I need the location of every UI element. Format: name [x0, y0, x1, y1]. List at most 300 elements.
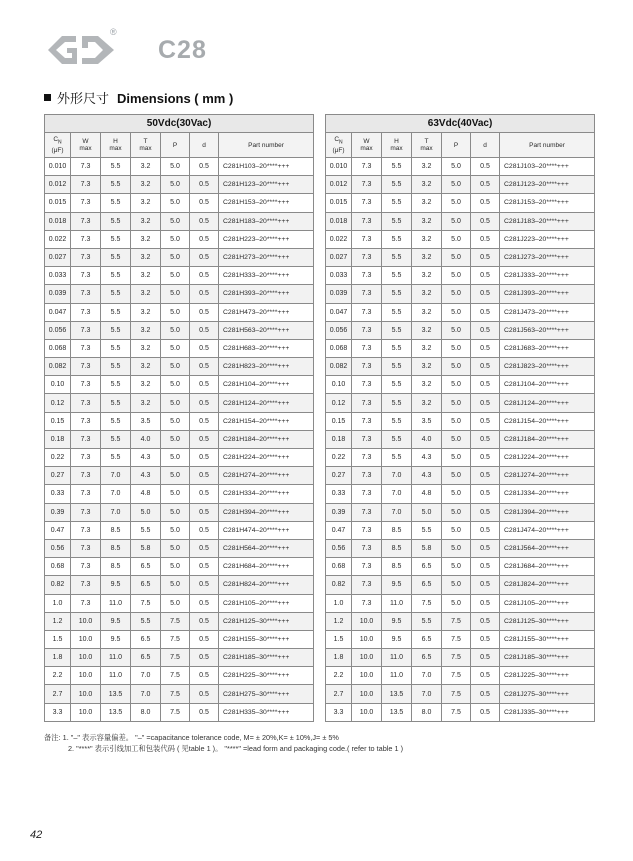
cell-t: 3.2	[412, 285, 442, 303]
cell-capacitance: 1.8	[45, 649, 71, 667]
col-h: H max	[101, 133, 131, 158]
cell-p: 7.5	[161, 649, 190, 667]
cell-p: 5.0	[442, 576, 471, 594]
cell-w: 7.3	[71, 430, 101, 448]
cell-t: 3.5	[412, 412, 442, 430]
cell-d: 0.5	[190, 267, 219, 285]
cell-w: 7.3	[71, 285, 101, 303]
cell-h: 11.0	[101, 594, 131, 612]
cell-t: 3.2	[131, 158, 161, 176]
cell-capacitance: 0.018	[45, 212, 71, 230]
cell-part-number: C281H275–30****+++	[219, 685, 314, 703]
cell-part-number: C281J684–20****+++	[500, 558, 595, 576]
cell-w: 7.3	[71, 376, 101, 394]
cell-t: 7.0	[131, 685, 161, 703]
cell-d: 0.5	[471, 267, 500, 285]
cell-d: 0.5	[471, 558, 500, 576]
cell-t: 3.2	[131, 176, 161, 194]
cell-w: 7.3	[352, 539, 382, 557]
cell-h: 13.5	[101, 685, 131, 703]
cell-w: 7.3	[352, 558, 382, 576]
table-row	[326, 685, 595, 703]
cell-t: 4.3	[412, 449, 442, 467]
cell-capacitance: 0.010	[45, 158, 71, 176]
cell-d: 0.5	[471, 285, 500, 303]
cell-h: 8.5	[101, 558, 131, 576]
cell-p: 5.0	[442, 430, 471, 448]
cell-d: 0.5	[190, 449, 219, 467]
cell-w: 7.3	[352, 303, 382, 321]
table-row	[326, 376, 595, 394]
table-row	[45, 158, 314, 176]
company-logo	[46, 33, 118, 67]
cell-t: 3.2	[412, 358, 442, 376]
cell-h: 5.5	[382, 430, 412, 448]
cell-p: 5.0	[442, 176, 471, 194]
cell-part-number: C281H683–20****+++	[219, 339, 314, 357]
cell-t: 7.0	[131, 667, 161, 685]
cell-capacitance: 0.068	[45, 339, 71, 357]
cell-h: 8.5	[382, 558, 412, 576]
cell-h: 7.0	[382, 503, 412, 521]
cell-w: 7.3	[71, 212, 101, 230]
table-row	[326, 194, 595, 212]
cell-w: 7.3	[352, 521, 382, 539]
cell-w: 7.3	[71, 303, 101, 321]
cell-t: 7.5	[131, 594, 161, 612]
col-t: T max	[131, 133, 161, 158]
cell-t: 3.2	[412, 321, 442, 339]
cell-p: 5.0	[161, 412, 190, 430]
cell-d: 0.5	[190, 194, 219, 212]
cell-capacitance: 0.22	[45, 449, 71, 467]
cell-d: 0.5	[471, 230, 500, 248]
cell-p: 5.0	[161, 576, 190, 594]
col-p: P	[161, 133, 190, 158]
cell-part-number: C281H124–20****+++	[219, 394, 314, 412]
cell-p: 5.0	[442, 503, 471, 521]
table-row	[45, 558, 314, 576]
cell-d: 0.5	[471, 194, 500, 212]
cell-w: 7.3	[71, 412, 101, 430]
cell-p: 5.0	[161, 558, 190, 576]
cell-part-number: C281J683–20****+++	[500, 339, 595, 357]
cell-h: 5.5	[382, 176, 412, 194]
cell-h: 11.0	[101, 649, 131, 667]
table-row	[45, 394, 314, 412]
cell-t: 8.0	[131, 703, 161, 721]
cell-t: 6.5	[131, 576, 161, 594]
table-row	[326, 248, 595, 266]
cell-h: 5.5	[101, 430, 131, 448]
cell-w: 7.3	[71, 467, 101, 485]
cell-capacitance: 1.5	[326, 630, 352, 648]
cell-part-number: C281J474–20****+++	[500, 521, 595, 539]
cell-t: 7.0	[412, 667, 442, 685]
cell-t: 3.2	[131, 321, 161, 339]
cell-w: 10.0	[71, 703, 101, 721]
col-t: T max	[412, 133, 442, 158]
cell-p: 5.0	[161, 230, 190, 248]
dimensions-table-50v	[44, 114, 314, 722]
cell-part-number: C281J123–20****+++	[500, 176, 595, 194]
cell-w: 7.3	[352, 194, 382, 212]
cell-w: 7.3	[352, 503, 382, 521]
cell-d: 0.5	[471, 303, 500, 321]
cell-h: 5.5	[382, 158, 412, 176]
section-title-en: Dimensions ( mm )	[117, 91, 234, 106]
cell-part-number: C281H223–20****+++	[219, 230, 314, 248]
cell-h: 13.5	[382, 703, 412, 721]
cell-w: 7.3	[71, 358, 101, 376]
cell-w: 7.3	[71, 449, 101, 467]
cell-h: 5.5	[382, 248, 412, 266]
cell-capacitance: 0.015	[45, 194, 71, 212]
table-row	[45, 248, 314, 266]
table-row	[45, 339, 314, 357]
table-row	[326, 576, 595, 594]
cell-t: 6.5	[131, 558, 161, 576]
cell-part-number: C281H393–20****+++	[219, 285, 314, 303]
cell-p: 5.0	[161, 339, 190, 357]
table-row	[45, 667, 314, 685]
cell-capacitance: 2.2	[45, 667, 71, 685]
cell-d: 0.5	[471, 358, 500, 376]
table-row	[45, 194, 314, 212]
cell-part-number: C281J274–20****+++	[500, 467, 595, 485]
table-row	[45, 230, 314, 248]
cell-part-number: C281J564–20****+++	[500, 539, 595, 557]
cell-t: 3.2	[412, 248, 442, 266]
cell-w: 7.3	[352, 212, 382, 230]
cell-t: 6.5	[131, 630, 161, 648]
cell-t: 7.0	[412, 685, 442, 703]
col-d: d	[471, 133, 500, 158]
cell-w: 7.3	[352, 430, 382, 448]
cell-p: 5.0	[442, 376, 471, 394]
cell-t: 4.0	[131, 430, 161, 448]
cell-d: 0.5	[471, 685, 500, 703]
table-row	[45, 176, 314, 194]
cell-h: 5.5	[382, 449, 412, 467]
cell-t: 3.2	[131, 230, 161, 248]
cell-t: 3.2	[412, 267, 442, 285]
cell-part-number: C281J105–20****+++	[500, 594, 595, 612]
cell-h: 5.5	[101, 394, 131, 412]
cell-w: 10.0	[352, 649, 382, 667]
cell-d: 0.5	[471, 630, 500, 648]
col-p: P	[442, 133, 471, 158]
cell-h: 9.5	[101, 612, 131, 630]
cell-t: 3.2	[131, 339, 161, 357]
cell-d: 0.5	[471, 394, 500, 412]
cell-w: 7.3	[352, 358, 382, 376]
cell-h: 11.0	[382, 594, 412, 612]
table-row	[45, 521, 314, 539]
cell-h: 5.5	[101, 285, 131, 303]
cell-part-number: C281J104–20****+++	[500, 376, 595, 394]
cell-h: 5.5	[382, 394, 412, 412]
cell-d: 0.5	[471, 430, 500, 448]
cell-d: 0.5	[471, 158, 500, 176]
cell-d: 0.5	[190, 285, 219, 303]
cell-w: 7.3	[71, 248, 101, 266]
cell-t: 4.8	[131, 485, 161, 503]
cell-part-number: C281H335–30****+++	[219, 703, 314, 721]
table-row	[326, 158, 595, 176]
cell-d: 0.5	[190, 649, 219, 667]
cell-capacitance: 0.18	[326, 430, 352, 448]
cell-part-number: C281J334–20****+++	[500, 485, 595, 503]
cell-h: 5.5	[101, 449, 131, 467]
cell-w: 10.0	[71, 630, 101, 648]
cell-h: 5.5	[101, 230, 131, 248]
cell-part-number: C281H333–20****+++	[219, 267, 314, 285]
col-capacitance: $C_N$ (μF)	[326, 133, 352, 158]
table-row	[326, 303, 595, 321]
table-row	[45, 467, 314, 485]
cell-w: 7.3	[352, 158, 382, 176]
cell-t: 6.5	[131, 649, 161, 667]
cell-p: 5.0	[442, 194, 471, 212]
cell-capacitance: 0.082	[45, 358, 71, 376]
cell-part-number: C281J103–20****+++	[500, 158, 595, 176]
cell-part-number: C281H274–20****+++	[219, 467, 314, 485]
cell-p: 5.0	[442, 539, 471, 557]
cell-d: 0.5	[471, 449, 500, 467]
table-row	[326, 485, 595, 503]
table-row	[45, 703, 314, 721]
cell-p: 5.0	[161, 539, 190, 557]
table-row	[326, 267, 595, 285]
cell-part-number: C281J273–20****+++	[500, 248, 595, 266]
cell-w: 7.3	[352, 267, 382, 285]
cell-h: 5.5	[382, 303, 412, 321]
cell-part-number: C281J333–20****+++	[500, 267, 595, 285]
cell-p: 5.0	[161, 503, 190, 521]
footnotes	[44, 732, 403, 754]
cell-d: 0.5	[471, 649, 500, 667]
section-heading	[44, 88, 233, 107]
cell-h: 5.5	[101, 158, 131, 176]
cell-p: 5.0	[161, 394, 190, 412]
cell-capacitance: 0.056	[326, 321, 352, 339]
table-row	[45, 539, 314, 557]
section-title-zh: 外形尺寸	[57, 91, 110, 106]
table-row	[326, 503, 595, 521]
cell-d: 0.5	[190, 303, 219, 321]
cell-p: 5.0	[442, 394, 471, 412]
cell-h: 8.5	[382, 539, 412, 557]
cell-p: 7.5	[442, 612, 471, 630]
cell-h: 11.0	[382, 667, 412, 685]
cell-part-number: C281J393–20****+++	[500, 285, 595, 303]
table-row	[45, 449, 314, 467]
cell-part-number: C281J275–30****+++	[500, 685, 595, 703]
cell-part-number: C281J184–20****+++	[500, 430, 595, 448]
cell-capacitance: 0.018	[326, 212, 352, 230]
cell-t: 3.2	[412, 176, 442, 194]
cell-t: 5.8	[412, 539, 442, 557]
cell-t: 5.0	[131, 503, 161, 521]
cell-part-number: C281J183–20****+++	[500, 212, 595, 230]
table-row	[45, 594, 314, 612]
cell-d: 0.5	[471, 485, 500, 503]
cell-d: 0.5	[471, 521, 500, 539]
cell-part-number: C281H185–30****+++	[219, 649, 314, 667]
cell-d: 0.5	[471, 321, 500, 339]
cell-t: 5.5	[412, 521, 442, 539]
cell-capacitance: 0.047	[326, 303, 352, 321]
cell-w: 7.3	[71, 176, 101, 194]
cell-w: 7.3	[352, 248, 382, 266]
cell-p: 5.0	[161, 285, 190, 303]
cell-capacitance: 0.039	[326, 285, 352, 303]
cell-capacitance: 0.33	[326, 485, 352, 503]
cell-d: 0.5	[190, 703, 219, 721]
cell-d: 0.5	[471, 212, 500, 230]
table-row	[326, 667, 595, 685]
cell-t: 3.2	[131, 194, 161, 212]
table-row	[45, 649, 314, 667]
table-row	[45, 212, 314, 230]
cell-w: 7.3	[71, 158, 101, 176]
cell-d: 0.5	[471, 376, 500, 394]
cell-d: 0.5	[190, 394, 219, 412]
cell-capacitance: 2.7	[45, 685, 71, 703]
table-row	[45, 303, 314, 321]
cell-d: 0.5	[471, 594, 500, 612]
table-row	[45, 630, 314, 648]
cell-d: 0.5	[471, 503, 500, 521]
cell-h: 11.0	[382, 649, 412, 667]
registered-mark: ®	[110, 27, 117, 37]
cell-d: 0.5	[471, 703, 500, 721]
cell-capacitance: 0.082	[326, 358, 352, 376]
cell-p: 5.0	[161, 594, 190, 612]
cell-part-number: C281H183–20****+++	[219, 212, 314, 230]
cell-p: 5.0	[442, 358, 471, 376]
cell-w: 7.3	[71, 194, 101, 212]
cell-p: 5.0	[161, 485, 190, 503]
cell-w: 7.3	[352, 467, 382, 485]
table-row	[45, 612, 314, 630]
cell-h: 8.5	[101, 521, 131, 539]
cell-t: 3.2	[412, 394, 442, 412]
cell-h: 9.5	[382, 576, 412, 594]
cell-capacitance: 0.12	[45, 394, 71, 412]
cell-w: 10.0	[71, 685, 101, 703]
cell-t: 3.5	[131, 412, 161, 430]
cell-t: 3.2	[412, 212, 442, 230]
table-row	[45, 430, 314, 448]
cell-h: 8.5	[101, 539, 131, 557]
cell-part-number: C281J154–20****+++	[500, 412, 595, 430]
cell-t: 3.2	[131, 303, 161, 321]
cell-p: 5.0	[161, 158, 190, 176]
cell-capacitance: 0.82	[45, 576, 71, 594]
cell-h: 5.5	[382, 267, 412, 285]
cell-p: 5.0	[442, 594, 471, 612]
cell-part-number: C281H563–20****+++	[219, 321, 314, 339]
cell-part-number: C281H155–30****+++	[219, 630, 314, 648]
cell-d: 0.5	[471, 467, 500, 485]
cell-h: 7.0	[101, 503, 131, 521]
cell-capacitance: 0.47	[45, 521, 71, 539]
cell-d: 0.5	[190, 521, 219, 539]
cell-p: 5.0	[161, 449, 190, 467]
cell-p: 7.5	[442, 667, 471, 685]
cell-h: 5.5	[382, 194, 412, 212]
cell-capacitance: 0.10	[45, 376, 71, 394]
table-row	[45, 503, 314, 521]
cell-capacitance: 0.012	[326, 176, 352, 194]
cell-t: 3.2	[412, 339, 442, 357]
cell-h: 13.5	[382, 685, 412, 703]
cell-capacitance: 0.012	[45, 176, 71, 194]
cell-w: 7.3	[71, 558, 101, 576]
cell-d: 0.5	[471, 539, 500, 557]
cell-w: 10.0	[352, 630, 382, 648]
cell-d: 0.5	[190, 539, 219, 557]
cell-d: 0.5	[190, 612, 219, 630]
cell-h: 5.5	[382, 285, 412, 303]
cell-capacitance: 0.27	[326, 467, 352, 485]
cell-p: 5.0	[442, 339, 471, 357]
cell-h: 7.0	[382, 485, 412, 503]
cell-capacitance: 0.47	[326, 521, 352, 539]
table-row	[326, 630, 595, 648]
cell-d: 0.5	[190, 176, 219, 194]
cell-p: 5.0	[161, 194, 190, 212]
cell-capacitance: 0.033	[326, 267, 352, 285]
cell-d: 0.5	[190, 412, 219, 430]
cell-p: 5.0	[442, 285, 471, 303]
table-row	[326, 649, 595, 667]
table-row	[326, 358, 595, 376]
cell-d: 0.5	[190, 430, 219, 448]
voltage-header: 63Vdc(40Vac)	[326, 115, 595, 133]
cell-h: 5.5	[101, 358, 131, 376]
cell-w: 7.3	[71, 521, 101, 539]
table-row	[45, 485, 314, 503]
cell-w: 7.3	[352, 594, 382, 612]
cell-w: 7.3	[352, 394, 382, 412]
cell-capacitance: 0.15	[326, 412, 352, 430]
cell-capacitance: 0.039	[45, 285, 71, 303]
cell-h: 5.5	[101, 267, 131, 285]
cell-part-number: C281H474–20****+++	[219, 521, 314, 539]
col-w: W max	[352, 133, 382, 158]
cell-part-number: C281J124–20****+++	[500, 394, 595, 412]
table-row	[326, 285, 595, 303]
col-part-number: Part number	[219, 133, 314, 158]
cell-d: 0.5	[190, 485, 219, 503]
cell-t: 3.2	[412, 194, 442, 212]
dimensions-table-63v	[325, 114, 595, 722]
cell-capacitance: 0.068	[326, 339, 352, 357]
cell-part-number: C281H104–20****+++	[219, 376, 314, 394]
table-row	[326, 430, 595, 448]
cell-w: 7.3	[352, 230, 382, 248]
cell-part-number: C281J224–20****+++	[500, 449, 595, 467]
cell-capacitance: 0.68	[326, 558, 352, 576]
cell-d: 0.5	[190, 376, 219, 394]
cell-h: 5.5	[382, 230, 412, 248]
cell-p: 7.5	[442, 703, 471, 721]
cell-t: 3.2	[131, 394, 161, 412]
cell-capacitance: 0.022	[326, 230, 352, 248]
